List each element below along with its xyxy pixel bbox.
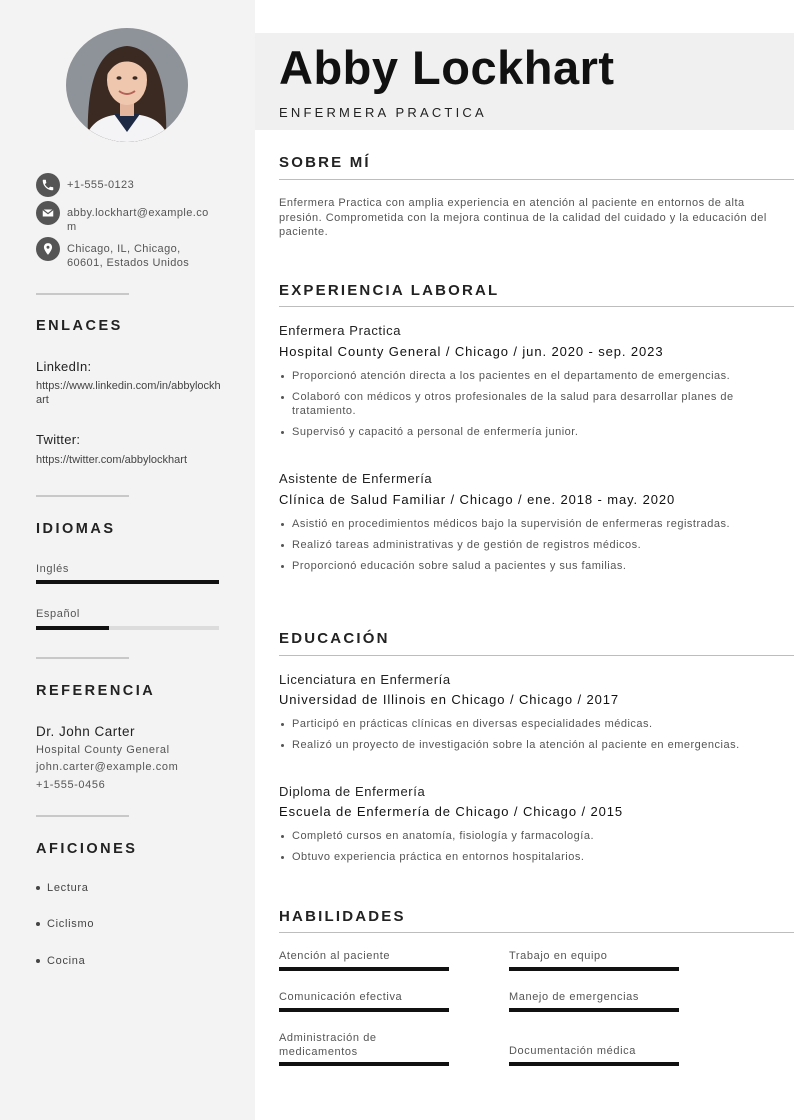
skill-level-fill	[509, 967, 679, 971]
list-item: Supervisó y capacitó a personal de enfermería junior.	[279, 425, 749, 439]
skill-level-bar	[509, 1062, 679, 1066]
job-title: Enfermera Practica	[279, 323, 402, 338]
about-text: Enfermera Practica con amplia experiencia en atención al paciente en entornos de alta presión. Comprometida con la mejora continua de la calidad del cuidado y la educación del paciente.	[279, 197, 767, 238]
degree-subtitle: Universidad de Illinois en Chicago / Chicago / 2017	[279, 692, 620, 707]
language-level-fill	[36, 626, 109, 630]
skill-level-bar	[509, 1008, 679, 1012]
degree-subtitle: Escuela de Enfermería de Chicago / Chicago / 2015	[279, 804, 624, 819]
phone-icon	[36, 173, 60, 197]
skill-name: Atención al paciente	[279, 950, 391, 962]
divider	[36, 815, 129, 817]
list-item: Proporcionó atención directa a los pacientes en el departamento de emergencias.	[279, 369, 749, 383]
divider	[36, 657, 129, 659]
skill-level-fill	[279, 967, 449, 971]
profile-photo	[66, 28, 188, 142]
linkedin-link[interactable]: https://www.linkedin.com/in/abbylockhart	[36, 380, 221, 406]
linkedin-label: LinkedIn:	[36, 359, 92, 374]
divider	[36, 293, 129, 295]
skill-item	[279, 991, 449, 1005]
job-subtitle: Hospital County General / Chicago / jun. 2020 - sep. 2023	[279, 344, 664, 359]
hobby-item	[36, 918, 94, 930]
contact-email-text[interactable]: abby.lockhart@example.com	[67, 207, 209, 233]
twitter-link[interactable]: https://twitter.com/abbylockhart	[36, 454, 188, 466]
links-heading: ENLACES	[36, 318, 123, 334]
contact-address	[36, 237, 207, 270]
section-rule	[279, 179, 794, 180]
list-item: Proporcionó educación sobre salud a pacientes y sus familias.	[279, 559, 749, 573]
skill-level-fill	[279, 1062, 449, 1066]
skill-item	[279, 1032, 419, 1059]
bullet-icon	[36, 922, 40, 926]
list-item: Realizó tareas administrativas y de gestión de registros médicos.	[279, 538, 749, 552]
hobby-item	[36, 955, 85, 967]
language-name: Español	[36, 608, 80, 620]
degree-bullets	[279, 717, 749, 759]
candidate-name: Abby Lockhart	[279, 41, 615, 94]
skill-item	[279, 950, 449, 964]
sidebar	[0, 0, 255, 1120]
list-item: Asistió en procedimientos médicos bajo la supervisión de enfermeras registradas.	[279, 517, 749, 531]
degree-title: Diploma de Enfermería	[279, 784, 426, 799]
list-item: Realizó un proyecto de investigación sobre la atención al paciente en emergencias.	[279, 738, 749, 752]
skills-heading: HABILIDADES	[279, 908, 406, 925]
experience-heading: EXPERIENCIA LABORAL	[279, 282, 500, 299]
reference-name: Dr. John Carter	[36, 724, 136, 739]
job-title: Asistente de Enfermería	[279, 471, 433, 486]
skill-level-fill	[509, 1062, 679, 1066]
language-level-bar	[36, 580, 219, 584]
email-icon	[36, 201, 60, 225]
list-item: Obtuvo experiencia práctica en entornos hospitalarios.	[279, 850, 749, 864]
language-name: Inglés	[36, 563, 69, 575]
contact-phone	[36, 173, 217, 197]
location-pin-icon	[36, 237, 60, 261]
skill-level-bar	[279, 967, 449, 971]
list-item: Colaboró con médicos y otros profesionales de la salud para desarrollar planes de tratamiento.	[279, 390, 749, 418]
section-rule	[279, 306, 794, 307]
candidate-role: ENFERMERA PRACTICA	[279, 105, 487, 120]
divider	[36, 495, 129, 497]
twitter-label: Twitter:	[36, 432, 81, 447]
list-item: Participó en prácticas clínicas en diversas especialidades médicas.	[279, 717, 749, 731]
skill-name: Administración de medicamentos	[279, 1032, 377, 1058]
languages-heading: IDIOMAS	[36, 521, 116, 537]
skill-item	[509, 1045, 679, 1059]
education-heading: EDUCACIÓN	[279, 630, 390, 647]
skill-level-bar	[279, 1062, 449, 1066]
language-level-bar	[36, 626, 219, 630]
job-bullets	[279, 369, 749, 446]
hobby-label: Cocina	[47, 955, 86, 967]
job-bullets	[279, 517, 749, 580]
contact-phone-text: +1-555-0123	[67, 179, 135, 191]
skill-name: Trabajo en equipo	[509, 950, 608, 962]
reference-org: Hospital County General	[36, 744, 170, 756]
hobbies-heading: AFICIONES	[36, 841, 138, 857]
about-heading: SOBRE MÍ	[279, 154, 371, 171]
skill-name: Comunicación efectiva	[279, 991, 403, 1003]
skill-item	[509, 991, 679, 1005]
skill-level-bar	[279, 1008, 449, 1012]
section-rule	[279, 932, 794, 933]
skill-level-fill	[279, 1008, 449, 1012]
bullet-icon	[36, 959, 40, 963]
skill-name: Manejo de emergencias	[509, 991, 640, 1003]
list-item: Completó cursos en anatomía, fisiología y farmacología.	[279, 829, 749, 843]
reference-email[interactable]: john.carter@example.com	[36, 761, 179, 773]
bullet-icon	[36, 886, 40, 890]
section-rule	[279, 655, 794, 656]
degree-bullets	[279, 829, 749, 871]
skill-item	[509, 950, 679, 964]
job-subtitle: Clínica de Salud Familiar / Chicago / ene. 2018 - may. 2020	[279, 492, 676, 507]
contact-address-text: Chicago, IL, Chicago, 60601, Estados Unidos	[67, 243, 190, 269]
hobby-item	[36, 882, 89, 894]
hobby-label: Ciclismo	[47, 918, 95, 930]
degree-title: Licenciatura en Enfermería	[279, 672, 451, 687]
hobby-label: Lectura	[47, 882, 89, 894]
reference-heading: REFERENCIA	[36, 683, 156, 699]
skill-level-fill	[509, 1008, 679, 1012]
reference-phone: +1-555-0456	[36, 779, 106, 791]
contact-email	[36, 201, 217, 234]
skill-name: Documentación médica	[509, 1045, 636, 1057]
language-level-fill	[36, 580, 219, 584]
skill-level-bar	[509, 967, 679, 971]
